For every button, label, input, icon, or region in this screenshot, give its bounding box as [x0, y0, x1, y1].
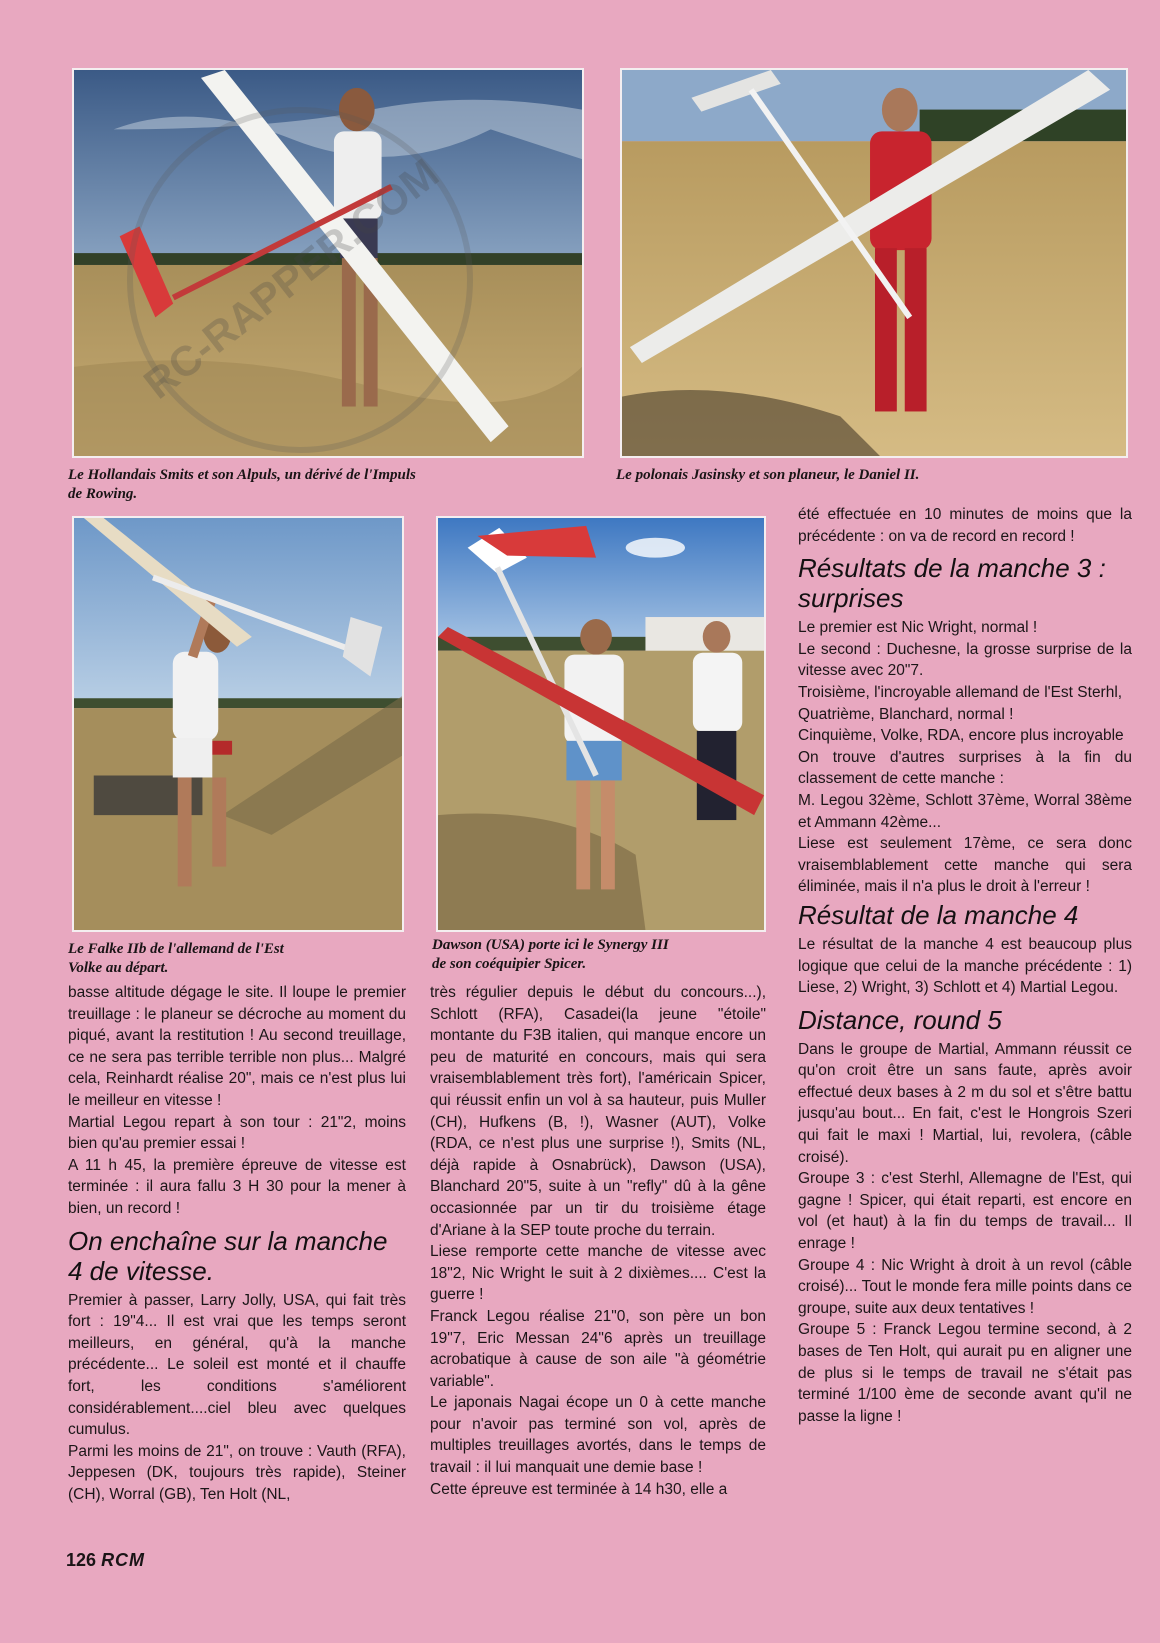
body-paragraph: Groupe 5 : Franck Legou termine second, à 2 bases de Ten Holt, qui aurait pu en aligner une de plus si le temps de travail ne s'était pas terminé 1/100 ème de seconde avant qu'il ne passe la ligne !: [798, 1321, 1132, 1425]
article-column-2: [430, 982, 766, 1500]
article-column-1: [68, 982, 406, 1505]
body-paragraph: Troisième, l'incroyable allemand de l'Est Sterhl,: [798, 683, 1123, 701]
caption-smits: [68, 466, 588, 504]
page-number: 126: [66, 1550, 97, 1570]
glider-carry-photo-icon: [438, 518, 764, 930]
caption-dawson: [432, 936, 772, 974]
glider-launch-photo-icon: [74, 518, 402, 930]
body-paragraph: Le premier est Nic Wright, normal !: [798, 619, 1038, 637]
section-heading: Distance, round 5: [798, 1004, 1002, 1035]
caption-line: Le polonais Jasinsky et son planeur, le Daniel II.: [616, 467, 920, 483]
body-paragraph: été effectuée en 10 minutes de moins que la précédente : on va de record en record !: [798, 506, 1132, 545]
body-paragraph: Le second : Duchesne, la grosse surprise de la vitesse avec 20"7.: [798, 640, 1132, 680]
body-paragraph: Franck Legou réalise 21"0, son père un bon 19"7, Eric Messan 24"6 après un treuillage acrobatique à cause de son aile "à géométrie variable".: [430, 1307, 766, 1390]
body-paragraph: Groupe 4 : Nic Wright à droit à un revol (câble croisé)... Tout le monde fera mille points dans ce groupe, suite aux deux tentatives !: [798, 1256, 1132, 1317]
photo-dawson-synergy: [436, 516, 766, 932]
photo-volke-falke: [72, 516, 404, 932]
glider-pilot-photo-icon: [622, 70, 1126, 456]
body-paragraph: A 11 h 45, la première épreuve de vitesse est terminée : il aura fallu 3 H 30 pour la mener à bien, un record !: [68, 1156, 406, 1217]
section-heading: Résultat de la manche 4: [798, 899, 1079, 930]
caption-volke: [68, 940, 408, 978]
caption-line: de son coéquipier Spicer.: [432, 956, 587, 972]
body-paragraph: Cinquième, Volke, RDA, encore plus incroyable: [798, 727, 1124, 745]
body-paragraph: M. Legou 32ème, Schlott 37ème, Worral 38ème et Ammann 42ème...: [798, 791, 1132, 831]
section-heading: Résultats de la manche 3 : surprises: [798, 553, 1106, 614]
caption-line: Dawson (USA) porte ici le Synergy III: [432, 937, 669, 953]
caption-line: Le Falke IIb de l'allemand de l'Est: [68, 941, 284, 957]
body-paragraph: Dans le groupe de Martial, Ammann réussit ce qu'on croit être un sans faute, après avoir effectué deux bases à 2 m du sol et s'être battu jusqu'au bout... En fait, c'est le Hongrois Szeri qui fait le maxi ! Martial, lui, revolera, (câble croisé).: [798, 1040, 1132, 1166]
body-paragraph: Quatrième, Blanchard, normal !: [798, 705, 1014, 723]
caption-jasinsky: [616, 466, 1128, 485]
body-paragraph: Martial Legou repart à son tour : 21"2, moins bien qu'au premier essai !: [68, 1113, 406, 1153]
watermark-text: RC-RAPPER.COM: [135, 149, 448, 408]
body-paragraph: On trouve d'autres surprises à la fin du classement de cette manche :: [798, 748, 1132, 788]
page-footer: [66, 1550, 145, 1571]
body-paragraph: Le résultat de la manche 4 est beaucoup plus logique que celui de la manche précédente : 1) Liese, 2) Wright, 3) Schlott et 4) Martial Legou.: [798, 935, 1132, 997]
article-column-3: [798, 504, 1132, 1427]
body-paragraph: Groupe 3 : c'est Sterhl, Allemagne de l'Est, qui gagne ! Spicer, qui était reparti, est encore en vol (et haut) à la fin du temps de travail... Il enrage !: [798, 1170, 1132, 1253]
body-paragraph: Cette épreuve est terminée à 14 h30, elle a: [430, 1480, 728, 1498]
body-paragraph: Liese est seulement 17ème, ce sera donc vraisemblablement cette manche qui sera éliminée, mais il n'a plus le droit à l'erreur !: [798, 835, 1132, 896]
section-heading: On enchaîne sur la manche 4 de vitesse.: [68, 1225, 388, 1286]
watermark-stamp: [90, 90, 510, 470]
caption-line: Volke au départ.: [68, 960, 169, 976]
body-paragraph: Parmi les moins de 21", on trouve : Vauth (RFA), Jeppesen (DK, toujours très rapide), Steiner (CH), Worral (GB), Ten Holt (NL,: [68, 1442, 406, 1503]
body-paragraph: Liese remporte cette manche de vitesse avec 18"2, Nic Wright le suit à 2 dixièmes.... C'est la guerre !: [430, 1243, 766, 1304]
body-paragraph: Le japonais Nagai écope un 0 à cette manche pour n'avoir pas terminé son vol, après de multiples treuillages avortés, dans le temps de travail : il lui manquait une demie base !: [430, 1394, 766, 1477]
caption-line: Le Hollandais Smits et son Alpuls, un dérivé de l'Impuls: [68, 467, 416, 483]
magazine-name: RCM: [101, 1550, 146, 1570]
caption-line: de Rowing.: [68, 486, 138, 502]
body-paragraph: basse altitude dégage le site. Il loupe le premier treuillage : le planeur se décroche au moment du piqué, avant la restitution ! Au second treuillage, ce ne sera pas terrible terrible non plus... Malgré cela, Reinhardt réalise 20", mais ce n'est plus lui le meilleur en vitesse !: [68, 984, 406, 1109]
body-paragraph: Premier à passer, Larry Jolly, USA, qui fait très fort : 19"4... Il est vrai que les temps seront meilleurs, en général, qu'à la manche précédente... Le soleil est monté et il chauffe fort, les conditions s'améliorent considérablement....ciel bleu avec quelques cumulus.: [68, 1291, 406, 1439]
body-paragraph: très régulier depuis le début du concours...), Schlott (RFA), Casadei(la jeune "étoile" montante du F3B italien, qui manque encore un peu de maturité en concours, mais qui sera vraisemblablement très fort), l'américain Spicer, qui réussit enfin un vol à sa hauteur, puis Muller (CH), Hufkens (B, !), Wasner (AUT), Volke (RDA, ce n'est plus une surprise !), Smits (NL, déjà rapide à Osnabrück), Dawson (USA), Blanchard 20"5, suite à un "refly" dû à la gêne occasionnée par un tir du troisième étage d'Ariane à la SEP toute proche du terrain.: [430, 984, 766, 1239]
photo-jasinsky-daniel: [620, 68, 1128, 458]
